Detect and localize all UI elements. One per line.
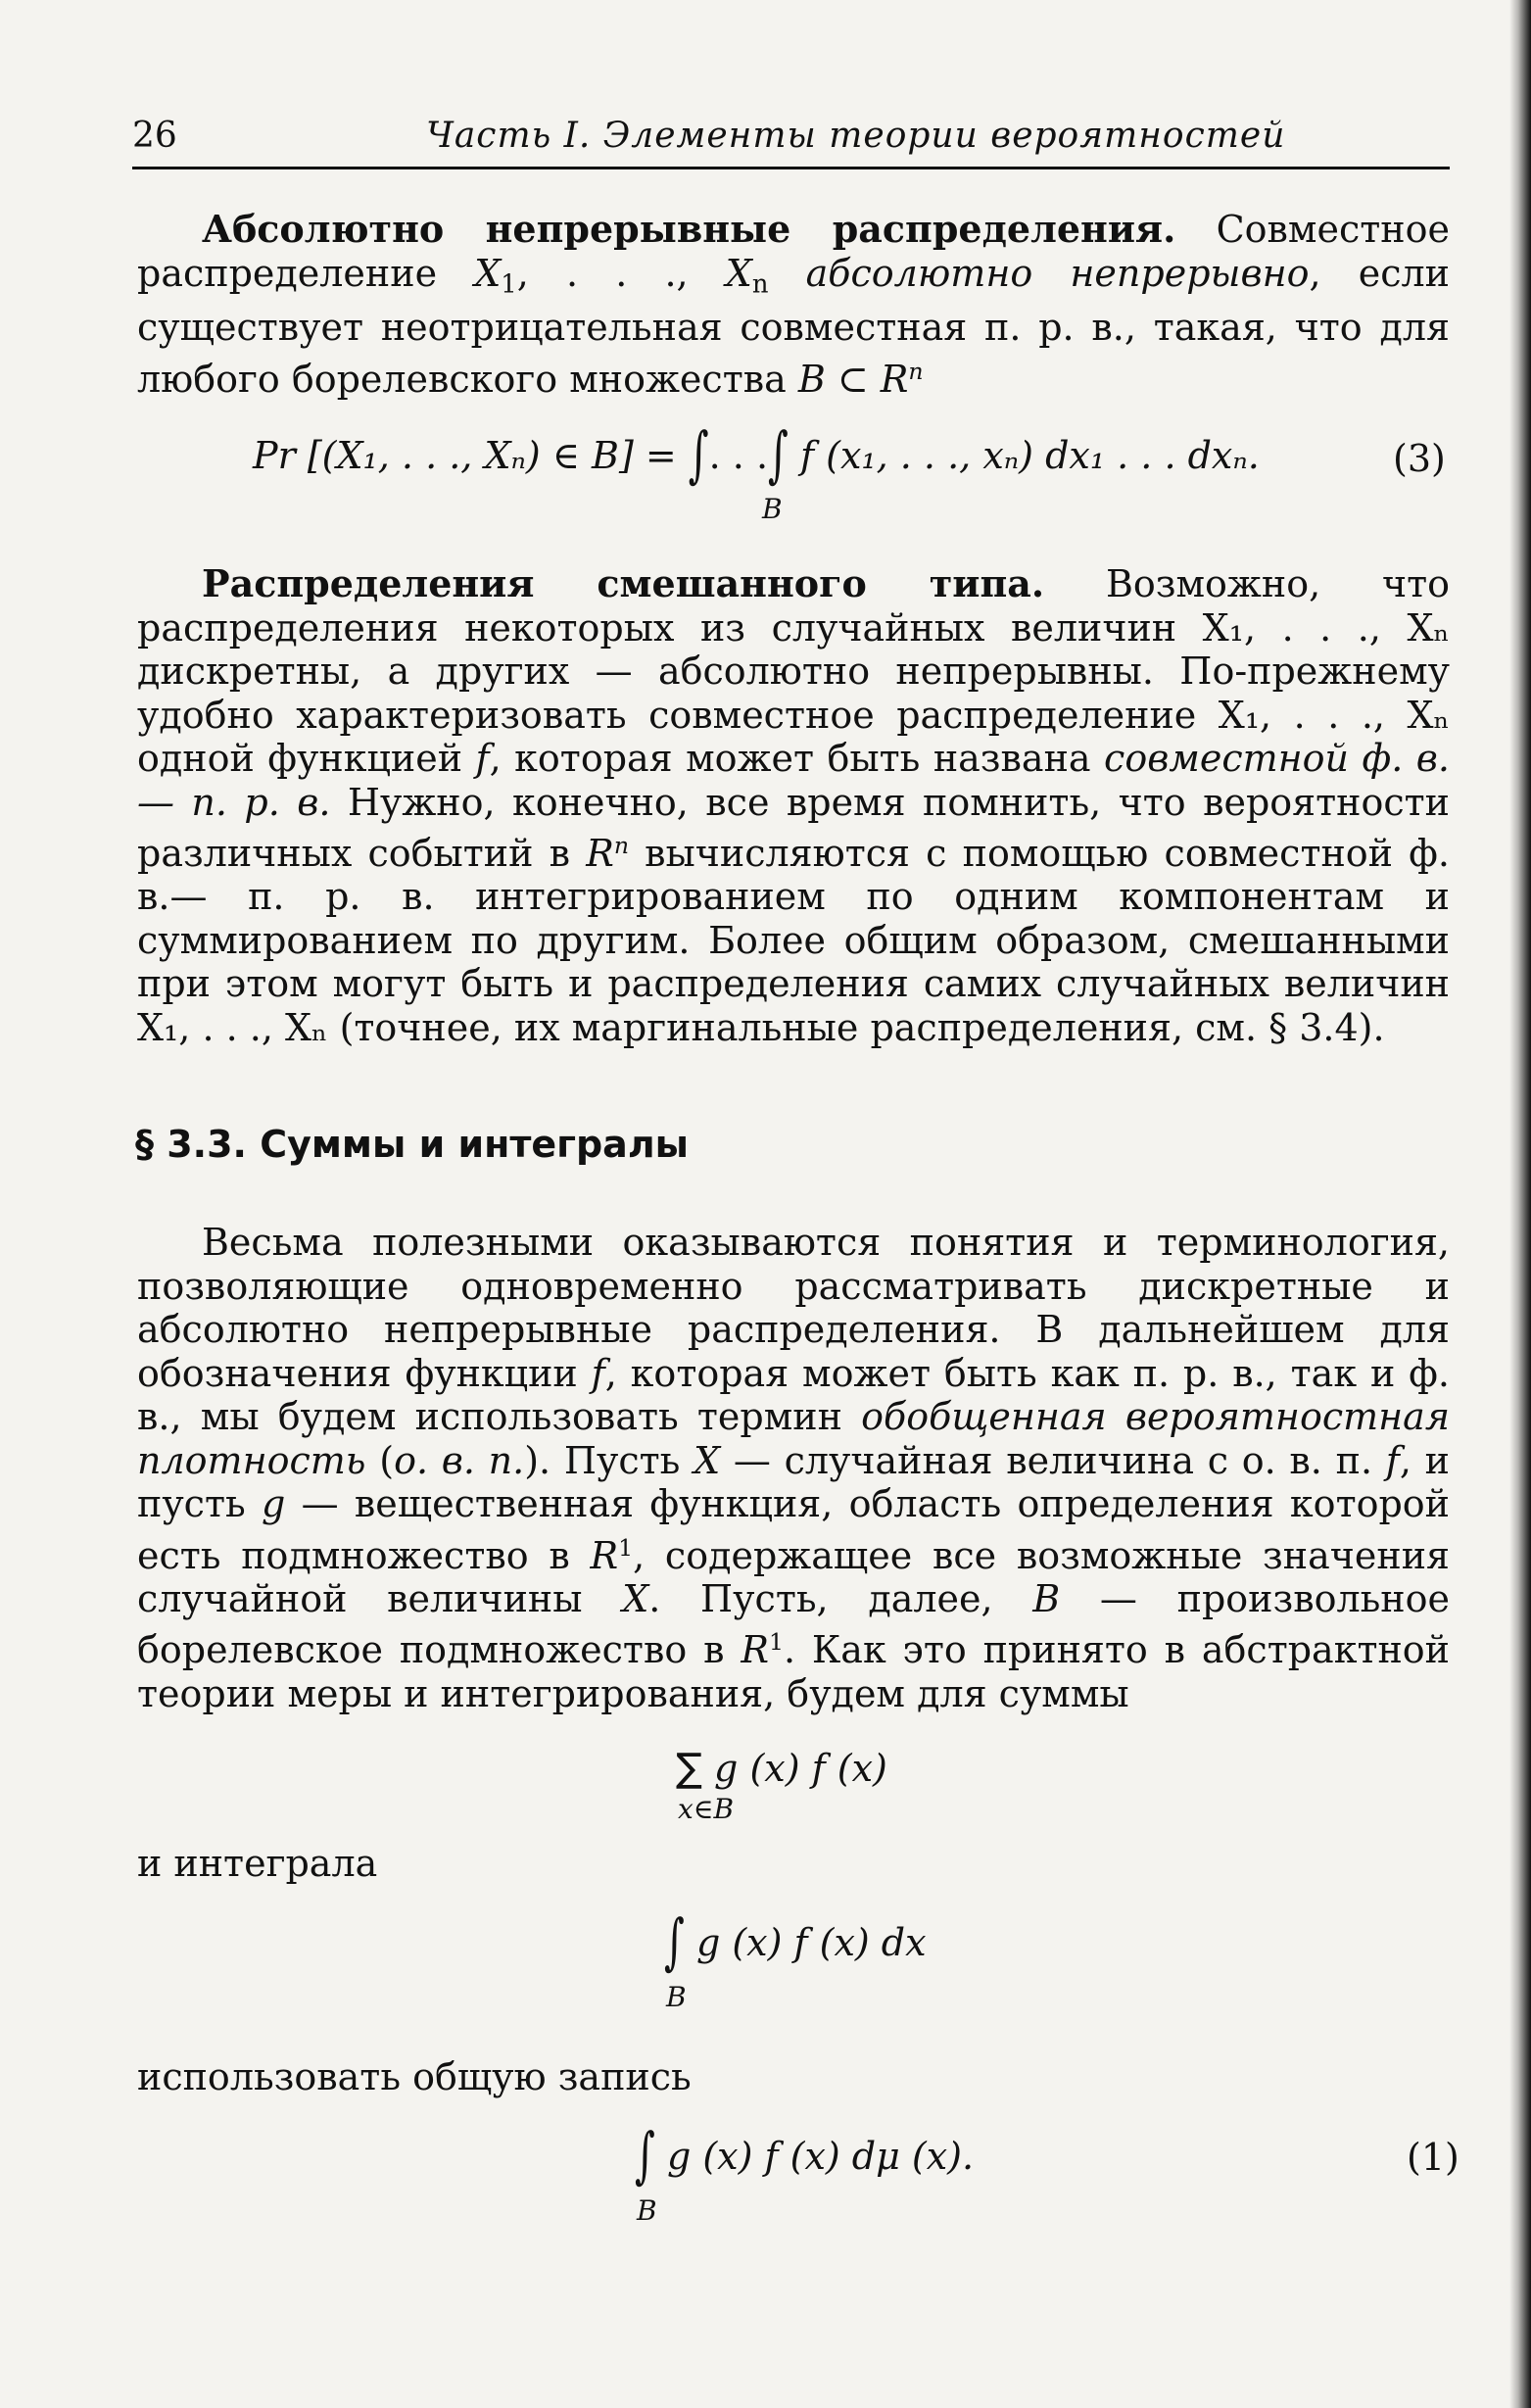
paragraph-heading: Распределения смешанного типа. bbox=[202, 561, 1045, 605]
math-sub: 1 bbox=[501, 268, 517, 299]
text-and-integral: и интеграла bbox=[137, 1842, 378, 1885]
text: , . . ., bbox=[516, 251, 726, 295]
math-var: f bbox=[591, 1351, 605, 1395]
math-sup: 1 bbox=[768, 1628, 784, 1657]
equation-expression: g (x) f (x) dμ (x). bbox=[666, 2135, 975, 2178]
italic-term: обобщенная вероятностная плотность bbox=[137, 1395, 1451, 1482]
equation-lhs: Pr [(X₁, . . ., Xₙ) ∈ B] = bbox=[253, 434, 677, 477]
equation-dots: . . . bbox=[708, 434, 769, 477]
italic-term: совместной ф. в.— п. р. в. bbox=[137, 737, 1450, 824]
math-var: B bbox=[1032, 1576, 1061, 1620]
math-sub: n bbox=[751, 268, 769, 299]
paragraph-heading: Абсолютно непрерывные распределения. bbox=[202, 207, 1176, 251]
math-op: ⊂ bbox=[825, 357, 881, 401]
integral-sign: ∫ bbox=[768, 420, 789, 491]
text: — произвольное борелевское подмножество в bbox=[137, 1576, 1450, 1672]
section-heading: § 3.3. Суммы и интегралы bbox=[135, 1123, 690, 1166]
math-var: g bbox=[261, 1482, 286, 1525]
equation-number: (1) bbox=[1407, 2136, 1459, 2179]
paragraph-absolutely-continuous bbox=[137, 208, 1450, 401]
text: ). Пусть bbox=[524, 1438, 694, 1482]
text: , которая может быть как п. р. в., так и ф. в., мы будем использовать термин bbox=[137, 1351, 1451, 1438]
sum-expression: g (x) f (x) bbox=[714, 1747, 887, 1790]
paragraph-sums-integrals bbox=[137, 1221, 1450, 1715]
sum-formula bbox=[676, 1746, 887, 1791]
math-var: R bbox=[590, 1533, 619, 1577]
equation-number: (3) bbox=[1393, 437, 1446, 480]
math-sup: n bbox=[908, 357, 924, 385]
sum-domain: x∈B bbox=[678, 1793, 735, 1825]
integral-expression: g (x) f (x) dx bbox=[695, 1921, 927, 1964]
italic-term: абсолютно непрерывно bbox=[768, 251, 1310, 295]
math-var: R bbox=[586, 831, 614, 875]
text: , которая может быть названа bbox=[489, 737, 1105, 780]
equation-1 bbox=[635, 2121, 975, 2191]
math-sup: 1 bbox=[618, 1533, 634, 1562]
math-sup: n bbox=[613, 832, 629, 859]
text: , и пусть bbox=[137, 1438, 1450, 1525]
integral-sign: ∫ bbox=[635, 2121, 655, 2191]
scan-edge-shadow bbox=[1509, 0, 1531, 2408]
text: — вещественная функция, область определения которой есть подмножество в bbox=[137, 1482, 1450, 1577]
math-var: f bbox=[1385, 1438, 1400, 1482]
text: . Как это принято в абстрактной теории меры и интегрирования, будем для суммы bbox=[137, 1628, 1450, 1715]
text: Весьма полезными оказываются понятия и терминология, позволяющие одновременно рассматривать дискретные и абсолютно непрерывные распределения. В дальнейшем для обозначения функции bbox=[137, 1221, 1450, 1395]
integral-domain: B bbox=[762, 493, 783, 525]
math-var: R bbox=[741, 1628, 769, 1672]
text: . Пусть, далее, bbox=[648, 1576, 1033, 1620]
integral-domain: B bbox=[637, 2194, 657, 2227]
paragraph-mixed-type bbox=[137, 562, 1450, 1049]
italic-term: о. в. п. bbox=[394, 1438, 525, 1482]
integral-sign: ∫ bbox=[664, 1907, 685, 1978]
math-var: X bbox=[694, 1438, 721, 1482]
math-var: R bbox=[880, 357, 909, 401]
math-var: f bbox=[475, 737, 490, 780]
integral-domain: B bbox=[666, 1981, 687, 2013]
equation-3 bbox=[253, 420, 1260, 491]
text: , если существует неотрицательная совместная п. р. в., такая, что для любого борелевского множества bbox=[137, 251, 1450, 401]
text-use-general-notation: использовать общую запись bbox=[137, 2055, 692, 2098]
page-number: 26 bbox=[132, 116, 177, 156]
math-var: X bbox=[725, 251, 752, 295]
math-var: X bbox=[622, 1576, 649, 1620]
page-header bbox=[132, 116, 1450, 169]
text: вычисляются с помощью совместной ф. в.— п. р. в. интегрированием по одним компонентам и суммированием по другим. Более общим образом, смешанными при этом могут быть и распределения самих случайных величин X₁, . . ., Xₙ (точнее, их маргинальные распределения, см. § 3.4). bbox=[137, 831, 1450, 1049]
math-var: B bbox=[797, 357, 826, 401]
equation-rhs: f (x₁, . . ., xₙ) dx₁ . . . dxₙ. bbox=[799, 434, 1260, 477]
math-var: X bbox=[474, 251, 502, 295]
text: Возможно, что распределения некоторых из случайных величин X₁, . . ., Xₙ дискретны, а других — абсолютно непрерывны. По-прежнему удобно характеризовать совместное распределение X₁, . . ., Xₙ одной функцией bbox=[137, 562, 1451, 780]
sum-sign: ∑ bbox=[676, 1746, 702, 1791]
text: , содержащее все возможные значения случайной величины bbox=[137, 1533, 1451, 1620]
text: ( bbox=[365, 1438, 395, 1482]
text: Совместное распределение bbox=[137, 208, 1450, 295]
running-title: Часть I. Элементы теории вероятностей bbox=[426, 116, 1286, 156]
text: — случайная величина с о. в. п. bbox=[720, 1438, 1386, 1482]
integral-sign: ∫ bbox=[688, 420, 709, 491]
text: Нужно, конечно, все время помнить, что вероятности различных событий в bbox=[137, 780, 1450, 875]
integral-formula bbox=[664, 1907, 927, 1978]
